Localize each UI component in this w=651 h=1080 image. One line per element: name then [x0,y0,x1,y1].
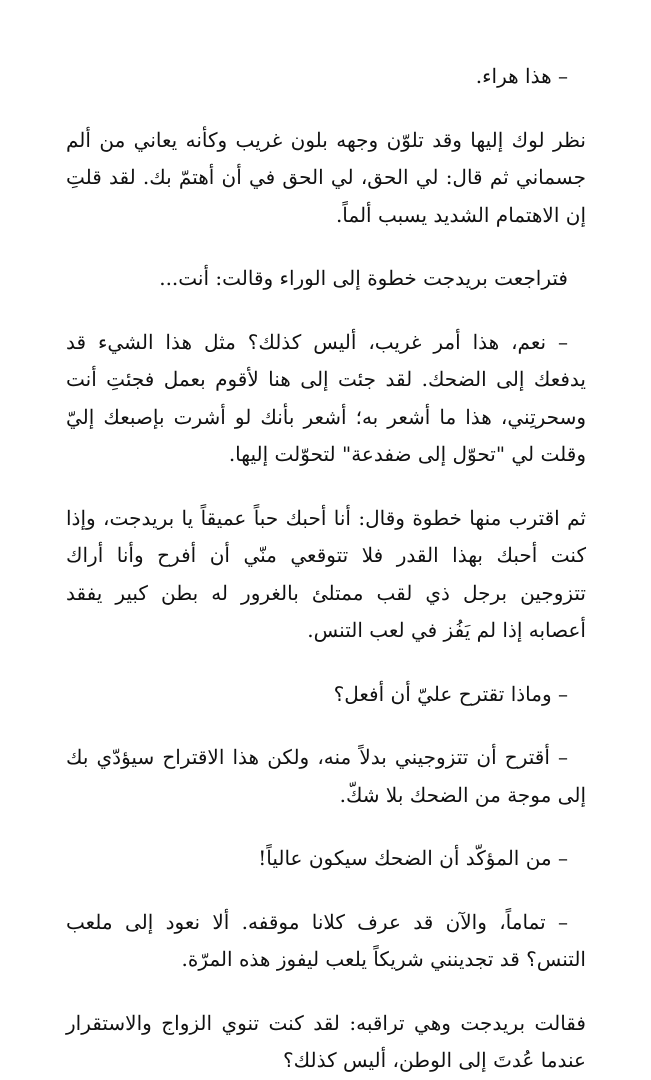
paragraph-10: فقالت بريدجت وهي تراقبه: لقد كنت تنوي الزواج والاستقرار عندما عُدتَ إلى الوطن، أليس كذلك؟ [66,1010,586,1072]
paragraph-7: – أقترح أن تتزوجيني بدلاً منه، ولكن هذا الاقتراح سيؤدّي بك إلى موجة من الضحك بلا شكّ. [66,745,586,807]
paragraph-9: – تماماً، والآن قد عرف كلانا موقفه. ألا نعود إلى ملعب التنس؟ قد تجدينني شريكاً يلعب ليفوز هذه المرّة. [66,909,586,971]
paragraph-1: – هذا هراء. [475,64,568,88]
paragraph-6: – وماذا تقترح عليّ أن أفعل؟ [333,681,568,706]
paragraph-4: – نعم، هذا أمر غريب، أليس كذلك؟ مثل هذا الشيء قد يدفعك إلى الضحك. لقد جئت إلى هنا لأقوم بعمل فجئتِ أنت وسحرتِني، هذا ما أشعر به؛ أشعر بأنك لو أشرت بإصبعك إليّ وقلت لي "تحوّل إلى ضفدعة" لتحوّلت إليها. [66,329,586,466]
paragraph-2: نظر لوك إليها وقد تلوّن وجهه بلون غريب وكأنه يعاني من ألم جسماني ثم قال: لي الحق، لي الحق في أن أهتمّ بك. لقد قلتِ إن الاهتمام الشديد يسبب ألماً. [66,127,586,227]
book-page [66,58,586,1080]
paragraph-8: – من المؤكّد أن الضحك سيكون عالياً! [258,846,568,870]
paragraph-5: ثم اقترب منها خطوة وقال: أنا أحبك حباً عميقاً يا بريدجت، وإذا كنت أحبك بهذا القدر فلا تتوقعي منّي أن أفرح وأنا أراك تتزوجين برجل ذي لقب ممتلئ بالغرور له بطن كبير يفقد أعصابه إذا لم يَفُز في لعب التنس. [66,505,586,642]
paragraph-3: فتراجعت بريدجت خطوة إلى الوراء وقالت: أنت... [159,266,568,290]
